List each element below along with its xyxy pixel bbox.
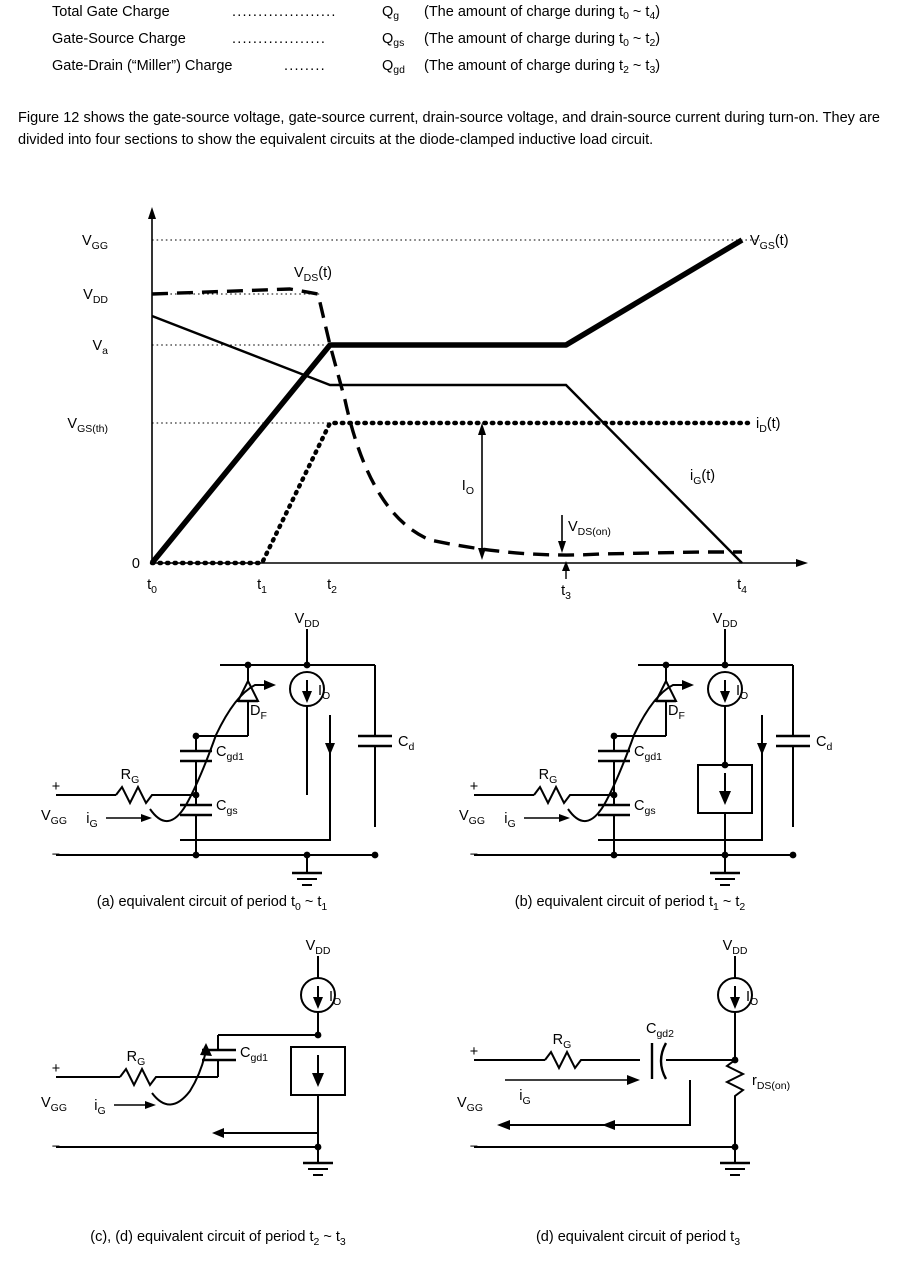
leader-dots: .................. <box>232 30 327 47</box>
circuit-c-label-io: IO <box>329 989 342 1008</box>
circuit-d-caption: (d) equivalent circuit of period t3 <box>535 1229 741 1248</box>
y-axis-label-vgg: VGG <box>81 233 108 252</box>
circuit-b-label-cd: Cd <box>816 734 833 753</box>
circuit-c-label-ig: iG <box>94 1098 106 1117</box>
definition-row-gate-drain-charge <box>52 58 872 76</box>
circuit-d-label-ig: iG <box>519 1088 531 1107</box>
circuit-a-label-cd: Cd <box>398 734 415 753</box>
definition-label: Gate-Drain (“Miller”) Charge <box>52 57 233 74</box>
circuit-b-label-vdd: VDD <box>712 611 738 630</box>
definition-symbol: $Q_g$ <box>382 4 400 22</box>
circuit-b-label-cgs: Cgs <box>634 798 656 817</box>
circuit-d-label-io: IO <box>746 989 759 1008</box>
circuit-b-label-minus: − <box>469 847 479 863</box>
circuit-d <box>457 938 790 1248</box>
y-axis-label-va: Va <box>92 338 108 357</box>
x-axis-label-t1: t1 <box>257 577 267 596</box>
annotation-io <box>462 423 486 560</box>
circuit-d-label-plus: + <box>469 1044 479 1060</box>
x-axis-label-t4: t4 <box>737 577 747 596</box>
annotation-label-vdson: VDS(on) <box>568 519 611 538</box>
circuit-a-label-minus: − <box>51 847 61 863</box>
definition-label: Gate-Source Charge <box>52 30 186 47</box>
circuit-c-label-rg: RG <box>126 1049 146 1068</box>
definition-symbol: $Q_{gd}$ <box>382 57 405 76</box>
curve-ig <box>152 316 742 563</box>
circuit-c <box>41 938 346 1248</box>
circuit-b-label-rg: RG <box>538 767 558 786</box>
circuit-c-label-minus: − <box>51 1139 61 1155</box>
circuit-a-caption: (a) equivalent circuit of period t0 ~ t1 <box>96 894 328 913</box>
curve-label-vds: VDS(t) <box>294 265 332 284</box>
curve-label-id: iD(t) <box>756 416 781 435</box>
circuit-d-label-cgd2: Cgd2 <box>645 1021 675 1040</box>
curve-label-vgs: VGS(t) <box>750 233 789 252</box>
definition-label: Total Gate Charge <box>52 4 170 20</box>
figure-description-paragraph: Figure 12 shows the gate-source voltage, gate-source current, drain-source voltage, and drain-source current during turn-on. They are divided into four sections to show the equivalent circuits at the diode-clamped inductive load circuit. <box>18 110 880 148</box>
circuit-c-label-cgd1: Cgd1 <box>240 1045 269 1064</box>
circuit-d-label-vdd: VDD <box>722 938 748 957</box>
y-axis-label-vdd: VDD <box>83 287 108 306</box>
curve-vgs <box>152 240 742 563</box>
circuit-a-label-io: IO <box>318 683 331 702</box>
charge-definitions-list <box>52 4 872 85</box>
circuit-d-label-rg: RG <box>552 1032 572 1051</box>
circuit-c-label-plus: + <box>51 1061 61 1077</box>
waveform-chart <box>67 207 808 602</box>
circuit-b-label-ig: iG <box>504 811 516 830</box>
circuit-b-label-io: IO <box>736 683 749 702</box>
circuit-b-label-cgd1: Cgd1 <box>634 744 663 763</box>
circuit-a-label-plus: + <box>51 779 61 795</box>
leader-dots: .................... <box>232 4 337 20</box>
circuit-b <box>459 611 832 913</box>
annotation-label-io: IO <box>461 478 474 497</box>
circuit-d-label-vgg: VGG <box>456 1095 484 1114</box>
y-axis-label-vgsth: VGS(th) <box>67 416 108 435</box>
annotation-vdson <box>558 515 611 553</box>
circuit-b-label-df: DF <box>668 703 685 722</box>
circuit-a <box>41 611 414 913</box>
definition-description: (The amount of charge during $t_0$ ~ $t_4$) <box>424 4 661 22</box>
definition-row-total-gate-charge <box>52 4 872 22</box>
curve-label-ig: iG(t) <box>690 468 716 487</box>
circuit-c-label-vdd: VDD <box>305 938 331 957</box>
circuit-a-label-cgs: Cgs <box>216 798 238 817</box>
circuit-d-label-minus: − <box>469 1139 479 1155</box>
leader-dots: ........ <box>284 57 326 74</box>
definition-symbol: $Q_{gs}$ <box>382 30 405 49</box>
circuit-a-label-vdd: VDD <box>294 611 320 630</box>
circuit-c-caption: (c), (d) equivalent circuit of period t2 ~ t3 <box>90 1229 346 1248</box>
circuit-a-label-vgg: VGG <box>40 808 68 827</box>
curve-id <box>152 423 748 563</box>
circuit-a-label-df: DF <box>250 703 267 722</box>
circuit-a-label-cgd1: Cgd1 <box>216 744 245 763</box>
x-axis-label-t2: t2 <box>327 577 337 596</box>
y-axis-label-zero: 0 <box>131 556 140 572</box>
circuit-b-caption: (b) equivalent circuit of period t1 ~ t2 <box>514 894 746 913</box>
definition-description: (The amount of charge during $t_0$ ~ $t_2$) <box>424 30 661 49</box>
circuit-d-label-rdson: rDS(on) <box>752 1073 791 1092</box>
definition-row-gate-source-charge <box>52 31 872 49</box>
figure-12-graphic <box>0 195 897 1268</box>
circuit-c-label-vgg: VGG <box>40 1095 68 1114</box>
circuit-a-label-ig: iG <box>86 811 98 830</box>
x-axis-label-t0: t0 <box>147 577 157 596</box>
circuit-a-label-rg: RG <box>120 767 140 786</box>
x-axis-label-t3: t3 <box>561 583 571 602</box>
circuit-b-label-vgg: VGG <box>458 808 486 827</box>
circuit-b-label-plus: + <box>469 779 479 795</box>
definition-description: (The amount of charge during $t_2$ ~ $t_3$) <box>424 57 661 76</box>
